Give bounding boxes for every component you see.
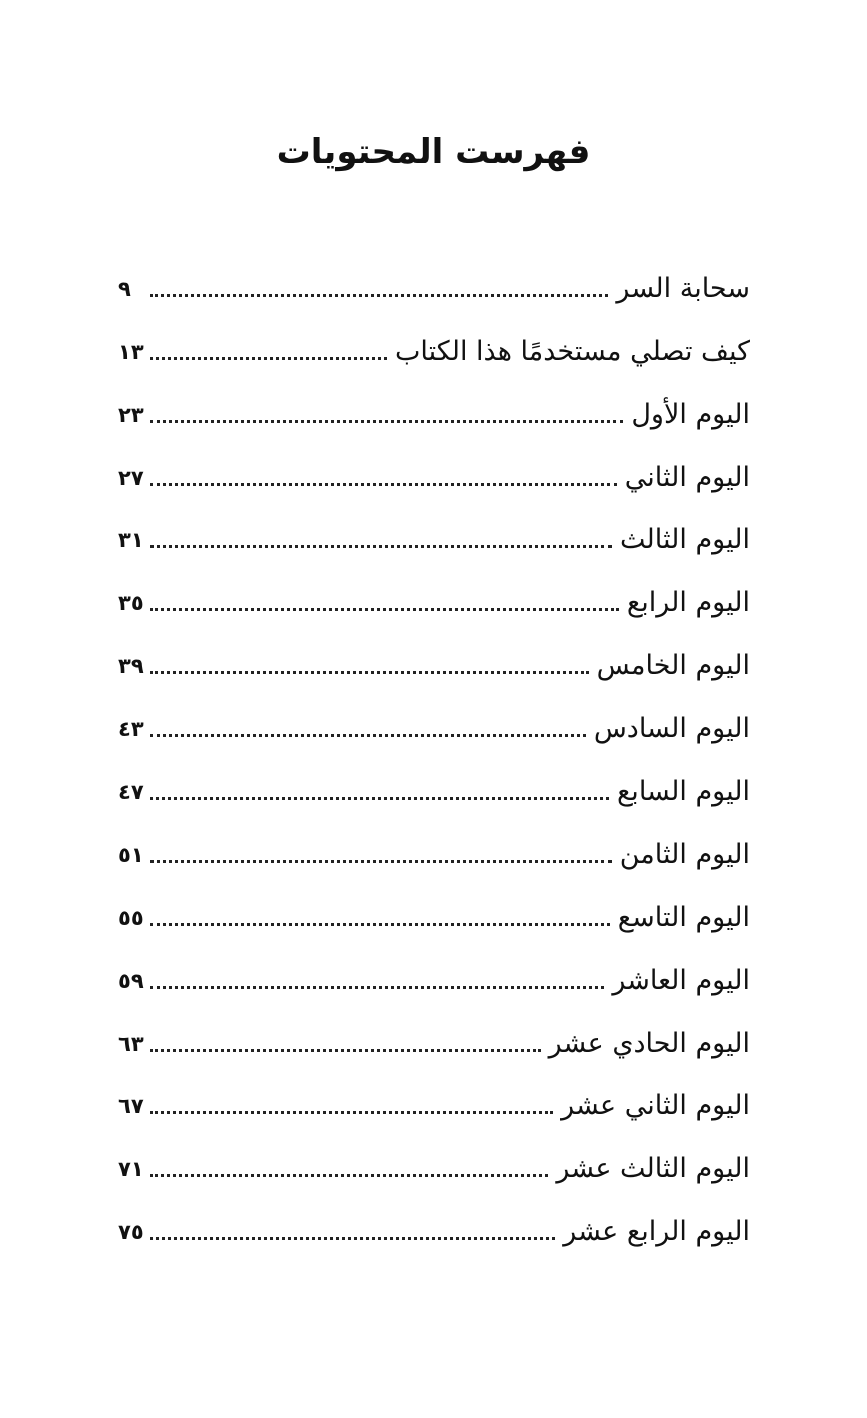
toc-entry-title: اليوم التاسع — [617, 901, 750, 933]
toc-leader-dots — [150, 420, 623, 423]
toc-entry-page: ٤٧ — [118, 780, 144, 805]
toc-entry — [118, 248, 750, 311]
toc-entry — [118, 688, 750, 751]
toc-entry-page: ٥١ — [118, 842, 144, 867]
toc-entry — [118, 814, 750, 877]
toc-entry — [118, 437, 750, 500]
toc-leader-dots — [150, 294, 608, 297]
toc-entry-title: اليوم الثاني — [624, 461, 750, 493]
toc-leader-dots — [150, 608, 619, 611]
toc-entry-title: اليوم الثالث — [620, 524, 750, 556]
toc-leader-dots — [150, 986, 604, 989]
toc-leader-dots — [150, 1174, 548, 1177]
toc-entry — [118, 1066, 750, 1129]
toc-leader-dots — [150, 671, 589, 674]
toc-entry-page: ٩ — [118, 276, 131, 301]
toc-entry-page: ٢٧ — [118, 465, 144, 490]
toc-entry — [118, 877, 750, 940]
toc-entry-title: اليوم الحادي عشر — [548, 1027, 750, 1059]
toc-entry-page: ٥٩ — [118, 968, 144, 993]
toc-entry-page: ٢٣ — [118, 402, 144, 427]
toc-entry-title: اليوم الرابع عشر — [563, 1216, 750, 1248]
toc-leader-dots — [150, 483, 617, 486]
toc-entry — [118, 625, 750, 688]
toc-entry-page: ١٣ — [118, 339, 144, 364]
toc-entry-title: اليوم السابع — [616, 776, 750, 808]
toc-entry-page: ٧١ — [118, 1157, 144, 1182]
table-of-contents — [118, 248, 750, 1254]
toc-entry-page: ٣٥ — [118, 591, 144, 616]
toc-entry-title: اليوم الخامس — [596, 650, 750, 682]
toc-entry-page: ٣٩ — [118, 654, 144, 679]
toc-leader-dots — [150, 1237, 555, 1240]
toc-leader-dots — [150, 923, 610, 926]
toc-entry — [118, 311, 750, 374]
toc-entry-title: اليوم العاشر — [612, 964, 750, 996]
toc-entry-page: ٥٥ — [118, 905, 144, 930]
toc-entry-title: سحابة السر — [616, 272, 750, 304]
toc-entry — [118, 500, 750, 563]
toc-entry — [118, 940, 750, 1003]
toc-entry-title: اليوم السادس — [593, 713, 750, 745]
toc-entry-page: ٧٥ — [118, 1220, 144, 1245]
toc-leader-dots — [150, 545, 612, 548]
page-title: فهرست المحتويات — [276, 132, 591, 172]
toc-entry — [118, 1128, 750, 1191]
toc-entry-title: اليوم الثامن — [619, 838, 750, 870]
toc-entry — [118, 1003, 750, 1066]
toc-entry-title: اليوم الأول — [631, 398, 750, 430]
toc-entry-page: ٤٣ — [118, 717, 144, 742]
toc-leader-dots — [150, 797, 609, 800]
toc-leader-dots — [150, 1049, 541, 1052]
toc-entry-title: اليوم الثالث عشر — [556, 1153, 750, 1185]
toc-leader-dots — [150, 357, 387, 360]
toc-entry-page: ٦٧ — [118, 1094, 144, 1119]
toc-entry-title: كيف تصلي مستخدمًا هذا الكتاب — [395, 335, 750, 367]
toc-entry-page: ٣١ — [118, 528, 144, 553]
toc-entry — [118, 374, 750, 437]
toc-entry-page: ٦٣ — [118, 1031, 144, 1056]
toc-leader-dots — [150, 860, 612, 863]
toc-entry — [118, 751, 750, 814]
toc-entry — [118, 562, 750, 625]
toc-entry-title: اليوم الثاني عشر — [561, 1090, 750, 1122]
toc-leader-dots — [150, 734, 586, 737]
toc-entry-title: اليوم الرابع — [626, 587, 750, 619]
toc-entry — [118, 1191, 750, 1254]
toc-leader-dots — [150, 1111, 553, 1114]
